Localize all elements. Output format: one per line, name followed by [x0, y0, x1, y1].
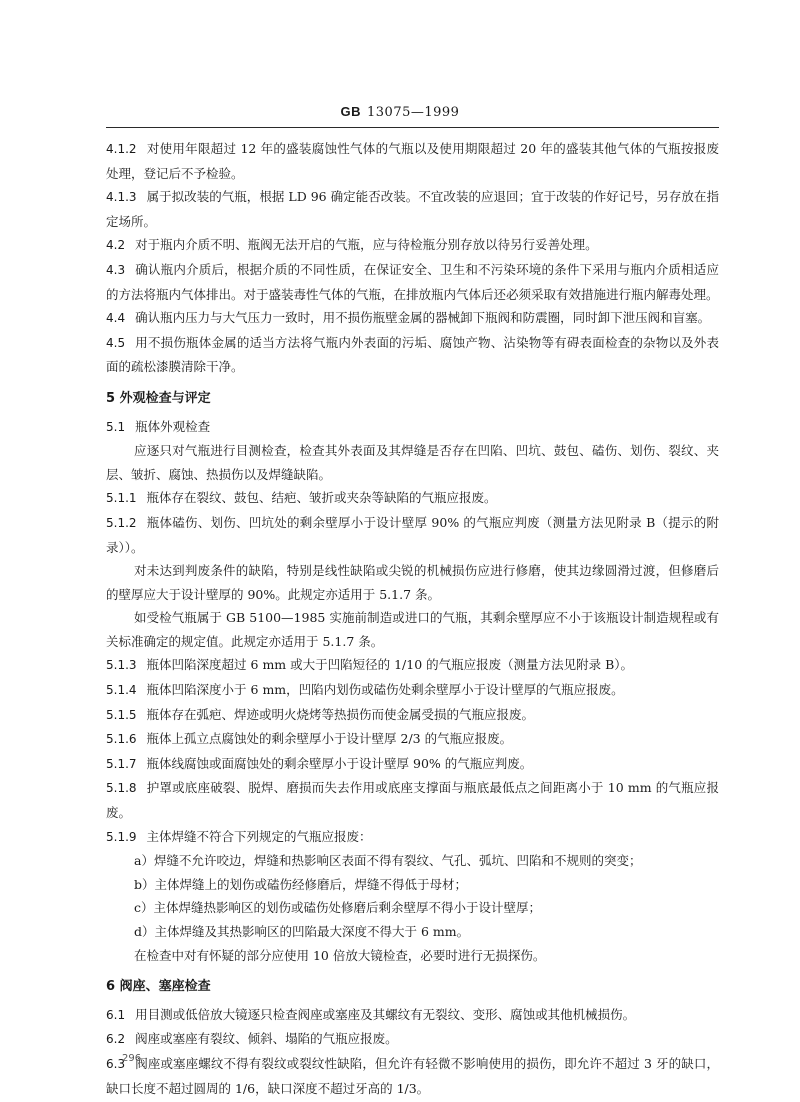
clause-4-5: 4.5 用不损伤瓶体金属的适当方法将气瓶内外表面的污垢、腐蚀产物、沾染物等有碍表面检查的杂物以及外表面的疏松漆膜清除干净。: [106, 334, 719, 375]
clause-5-1-2: 5.1.2 瓶体磕伤、划伤、凹坑处的剩余壁厚小于设计壁厚 90% 的气瓶应判废（测量方法见附录 B（提示的附录））。: [106, 514, 719, 555]
clause-5-1-9-item-b: b）主体焊缝上的划伤或磕伤经修磨后，焊缝不得低于母材；: [134, 876, 468, 892]
clause-5-1-2-para2: 如受检气瓶属于 GB 5100—1985 实施前制造或进口的气瓶，其剩余壁厚应不小于该瓶设计制造规程或有关标准确定的规定值。此规定亦适用于 5.1.7 条。: [106, 610, 719, 649]
clause-5-1-5: 5.1.5 瓶体存在弧疤、焊迹或明火烧烤等热损伤而使金属受损的气瓶应报废。: [106, 706, 535, 722]
clause-5-1-2-para1: 对未达到判废条件的缺陷，特别是线性缺陷或尖锐的机械损伤应进行修磨，使其边缘圆滑过渡，但修磨后的壁厚应大于设计壁厚的 90%。此规定亦适用于 5.1.7 条。: [106, 563, 719, 602]
clause-6-1: 6.1 用目测或低倍放大镜逐只检查阀座或塞座及其螺纹有无裂纹、变形、腐蚀或其他机械损伤。: [106, 1006, 636, 1022]
section-6-heading: 6 阀座、塞座检查: [106, 979, 211, 995]
clause-5-1-body: 应逐只对气瓶进行目测检查，检查其外表面及其焊缝是否存在凹陷、凹坑、鼓包、磕伤、划伤、裂纹、夹层、皱折、腐蚀、热损伤以及焊缝缺陷。: [106, 443, 719, 482]
clause-5-1-9-item-c: c）主体焊缝热影响区的划伤或磕伤处修磨后剩余壁厚不得小于设计壁厚；: [134, 900, 542, 916]
clause-5-1-9-tail: 在检查中对有怀疑的部分应使用 10 倍放大镜检查，必要时进行无损探伤。: [134, 947, 546, 963]
clause-5-1-3: 5.1.3 瓶体凹陷深度超过 6 mm 或大于凹陷短径的 1/10 的气瓶应报废（测量方法见附录 B）。: [106, 657, 634, 673]
clause-5-1-8: 5.1.8 护罩或底座破裂、脱焊、磨损而失去作用或底座支撑面与瓶底最低点之间距离小于 10 mm 的气瓶应报废。: [106, 780, 719, 821]
clause-5-1-6: 5.1.6 瓶体上孤立点腐蚀处的剩余壁厚小于设计壁厚 2/3 的气瓶应报废。: [106, 731, 513, 747]
clause-4-1-2: 4.1.2 对使用年限超过 12 年的盛装腐蚀性气体的气瓶以及使用期限超过 20 年的盛装其他气体的气瓶按报废处理，登记后不予检验。: [106, 141, 719, 181]
clause-4-2: 4.2 对于瓶内介质不明、瓶阀无法开启的气瓶，应与待检瓶分别存放以待另行妥善处理。: [106, 237, 598, 253]
clause-5-1-1: 5.1.1 瓶体存在裂纹、鼓包、结疤、皱折或夹杂等缺陷的气瓶应报废。: [106, 490, 497, 506]
clause-6-2: 6.2 阀座或塞座有裂纹、倾斜、塌陷的气瓶应报废。: [106, 1031, 398, 1047]
clause-4-1-3: 4.1.3 属于拟改装的气瓶，根据 LD 96 确定能否改装。不宜改装的应退回；宜于改装的作好记号，另存放在指定场所。: [106, 189, 719, 229]
clause-5-1-9: 5.1.9 主体焊缝不符合下列规定的气瓶应报废：: [106, 828, 372, 844]
clause-5-1-9-item-a: a）焊缝不允许咬边，焊缝和热影响区表面不得有裂纹、气孔、弧坑、凹陷和不规则的突变；: [134, 853, 642, 869]
document-body: [106, 137, 719, 1100]
clause-6-3: 6.3 阀座或塞座螺纹不得有裂纹或裂纹性缺陷，但允许有轻微不影响使用的损伤，即允许不超过 3 牙的缺口，缺口长度不超过圆周的 1/6，缺口深度不超过牙高的 1/3。: [106, 1055, 719, 1096]
clause-5-1-7: 5.1.7 瓶体线腐蚀或面腐蚀处的剩余壁厚小于设计壁厚 90% 的气瓶应判废。: [106, 755, 533, 771]
page-number: 296: [122, 1053, 142, 1064]
standard-header: [0, 104, 800, 120]
clause-5-1-9-item-d: d）主体焊缝及其热影响区的凹陷最大深度不得大于 6 mm。: [134, 924, 470, 939]
header-rule: [106, 127, 719, 128]
standard-code: GB: [340, 104, 362, 119]
clause-4-3: 4.3 确认瓶内介质后，根据介质的不同性质，在保证安全、卫生和不污染环境的条件下采用与瓶内介质相适应的方法将瓶内气体排出。对于盛装毒性气体的气瓶，在排放瓶内气体后还必须采取有效措施进行瓶内解毒处理。: [106, 261, 719, 302]
standard-number: 13075—1999: [367, 105, 460, 120]
clause-5-1: 5.1 瓶体外观检查: [106, 418, 211, 434]
clause-4-4: 4.4 确认瓶内压力与大气压力一致时，用不损伤瓶壁金属的器械卸下瓶阀和防震圈，同时卸下泄压阀和盲塞。: [106, 310, 711, 326]
section-5-heading: 5 外观检查与评定: [106, 390, 211, 406]
clause-5-1-4: 5.1.4 瓶体凹陷深度小于 6 mm，凹陷内划伤或磕伤处剩余壁厚小于设计壁厚的气瓶应报废。: [106, 682, 624, 698]
